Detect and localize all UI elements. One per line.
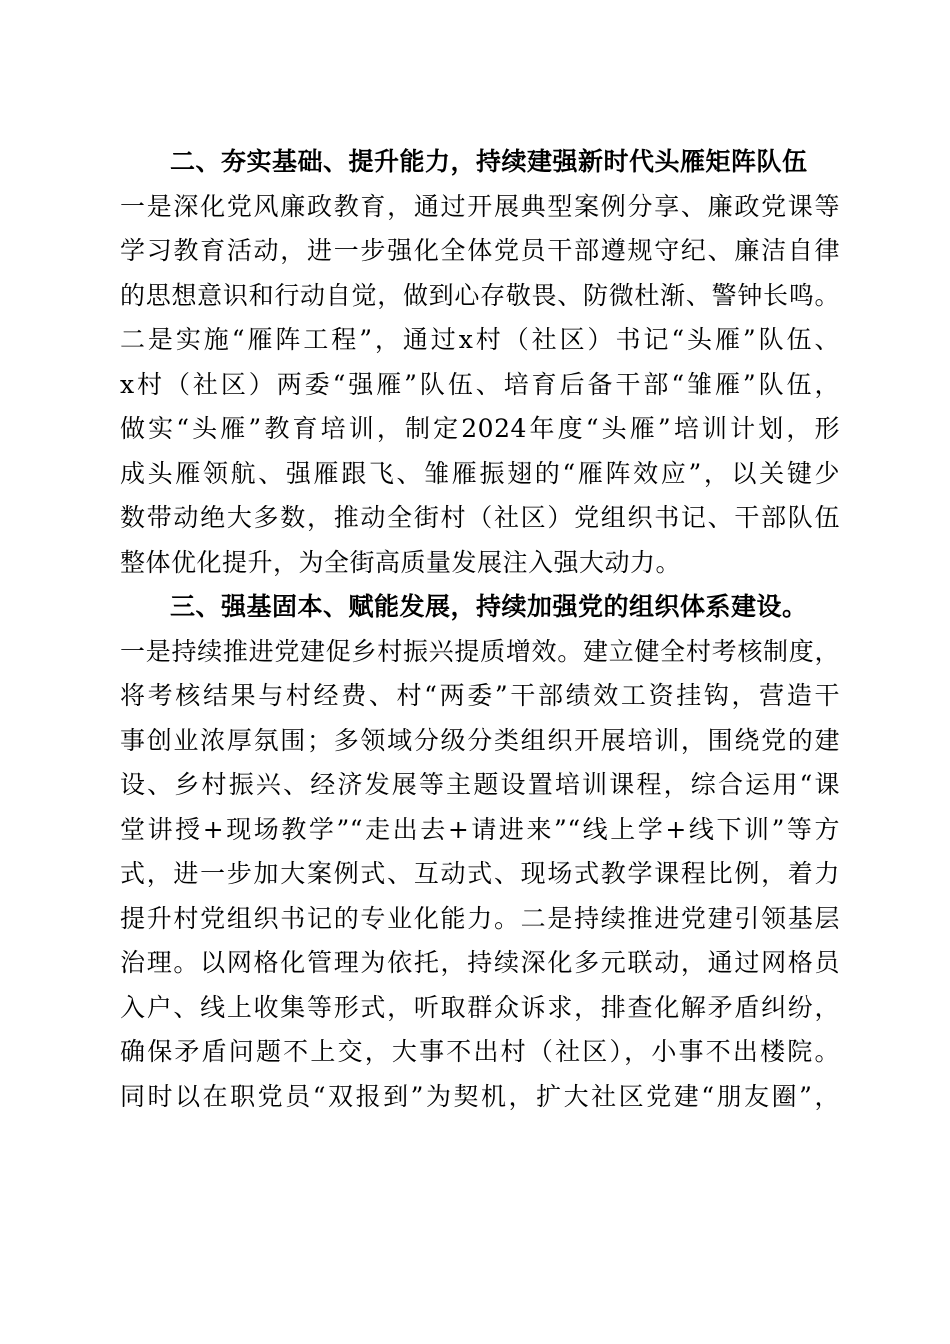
paragraph-line: 设、乡村振兴、经济发展等主题设置培训课程，综合运用“课	[120, 770, 840, 799]
paragraph-line: 做实“头雁”教育培训，制定2024年度“头雁”培训计划，形	[120, 414, 840, 443]
paragraph-line: 提升村党组织书记的专业化能力。二是持续推进党建引领基层	[120, 903, 840, 933]
paragraph-line: 确保矛盾问题不上交，大事不出村（社区），小事不出楼院。	[120, 1037, 840, 1066]
section-heading-2: 二、夯实基础、提升能力，持续建强新时代头雁矩阵队伍	[170, 147, 808, 176]
paragraph-line: 事创业浓厚氛围；多领域分级分类组织开展培训，围绕党的建	[120, 725, 840, 755]
paragraph-line: 一是持续推进党建促乡村振兴提质增效。建立健全村考核制度，	[120, 636, 840, 666]
paragraph-line: 二是实施“雁阵工程”，通过x村（社区）书记“头雁”队伍、	[120, 325, 840, 354]
paragraph-line: 一是深化党风廉政教育，通过开展典型案例分享、廉政党课等	[120, 191, 840, 221]
paragraph-line: 堂讲授+现场教学”“走出去+请进来”“线上学+线下训”等方	[120, 814, 840, 844]
paragraph-line: 将考核结果与村经费、村“两委”干部绩效工资挂钩，营造干	[120, 681, 840, 710]
paragraph-line: 式，进一步加大案例式、互动式、现场式教学课程比例，着力	[120, 859, 840, 888]
paragraph-line: 整体优化提升，为全街高质量发展注入强大动力。	[120, 547, 682, 577]
section-heading-3: 三、强基固本、赋能发展，持续加强党的组织体系建设。	[170, 592, 808, 621]
paragraph-line: 的思想意识和行动自觉，做到心存敬畏、防微杜渐、警钟长鸣。	[120, 280, 840, 310]
paragraph-line: 数带动绝大多数，推动全街村（社区）党组织书记、干部队伍	[120, 503, 840, 532]
paragraph-line: 入户、线上收集等形式，听取群众诉求，排查化解矛盾纠纷，	[120, 992, 840, 1022]
body-text	[120, 140, 840, 1119]
paragraph-line: 学习教育活动，进一步强化全体党员干部遵规守纪、廉洁自律	[120, 236, 840, 265]
paragraph-line: 治理。以网格化管理为依托，持续深化多元联动，通过网格员	[120, 948, 840, 977]
paragraph-line: x村（社区）两委“强雁”队伍、培育后备干部“雏雁”队伍，	[120, 369, 840, 399]
paragraph-line: 同时以在职党员“双报到”为契机，扩大社区党建“朋友圈”，	[120, 1081, 840, 1111]
paragraph-line: 成头雁领航、强雁跟飞、雏雁振翅的“雁阵效应”，以关键少	[120, 458, 840, 488]
